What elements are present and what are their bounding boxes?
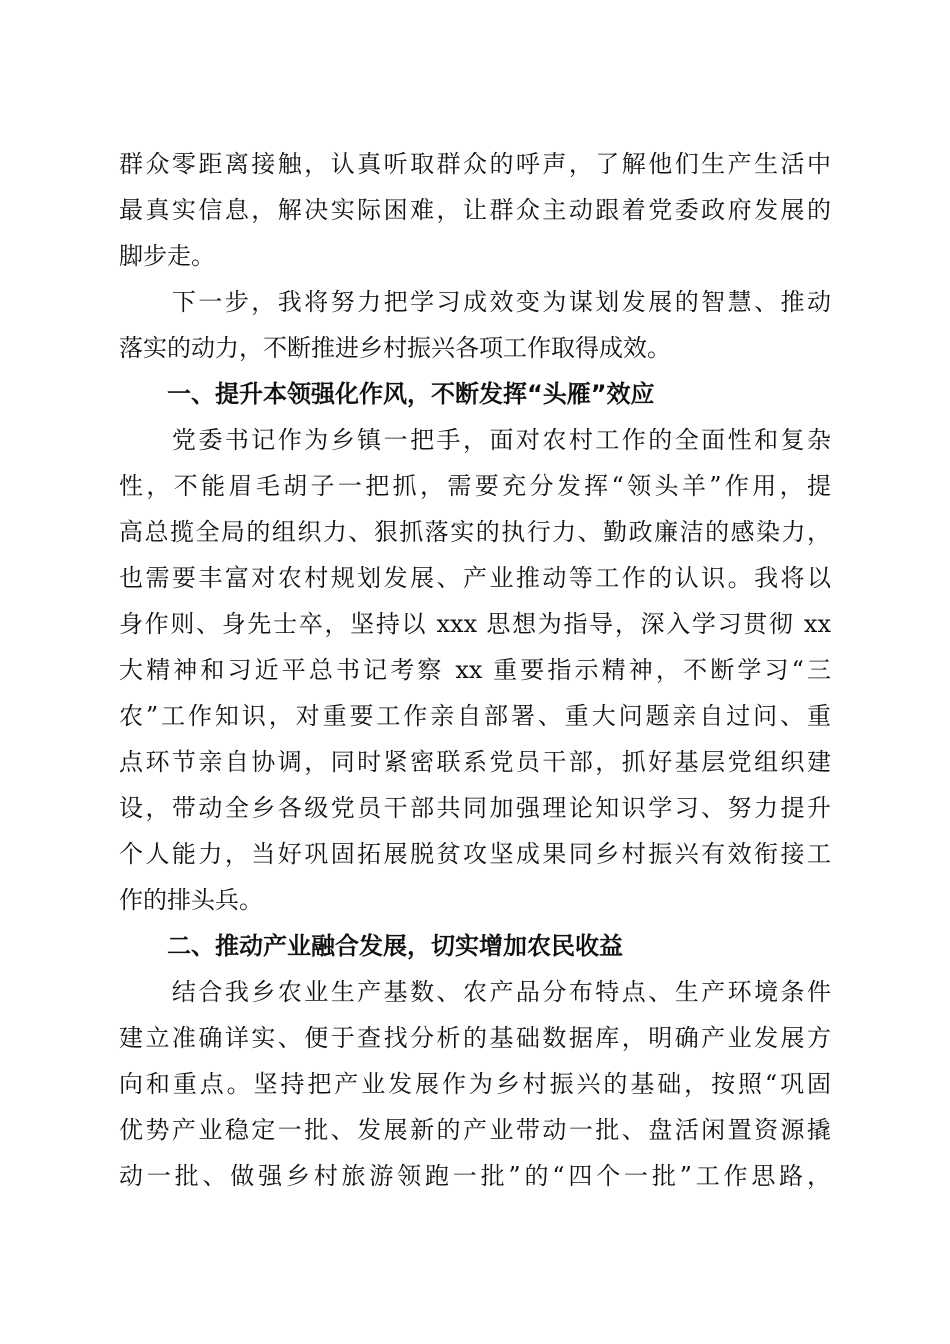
text-line: 个人能力，当好巩固拓展脱贫攻坚成果同乡村振兴有效衔接工 <box>119 840 831 868</box>
text-line: 党委书记作为乡镇一把手，面对农村工作的全面性和复杂 <box>119 426 831 454</box>
section-heading-1: 一、提升本领强化作风，不断发挥“头雁”效应 <box>119 380 655 408</box>
text-line: 落实的动力，不断推进乡村振兴各项工作取得成效。 <box>119 334 671 362</box>
text-line: 优势产业稳定一批、发展新的产业带动一批、盘活闲置资源撬 <box>119 1116 831 1144</box>
text-line: 最真实信息，解决实际困难，让群众主动跟着党委政府发展的 <box>119 196 831 224</box>
text-line: 作的排头兵。 <box>119 886 263 914</box>
document-body <box>119 141 831 1199</box>
section-heading-2: 二、推动产业融合发展，切实增加农民收益 <box>119 932 623 960</box>
text-line: 身作则、身先士卒，坚持以 xxx 思想为指导，深入学习贯彻 xx <box>119 610 831 638</box>
text-line: 群众零距离接触，认真听取群众的呼声，了解他们生产生活中 <box>119 150 831 178</box>
text-line: 建立准确详实、便于查找分析的基础数据库，明确产业发展方 <box>119 1024 831 1052</box>
text-line: 脚步走。 <box>119 242 215 270</box>
text-line: 点环节亲自协调，同时紧密联系党员干部，抓好基层党组织建 <box>119 748 831 776</box>
text-line: 结合我乡农业生产基数、农产品分布特点、生产环境条件 <box>119 978 831 1006</box>
text-line: 也需要丰富对农村规划发展、产业推动等工作的认识。我将以 <box>119 564 831 592</box>
text-line: 设，带动全乡各级党员干部共同加强理论知识学习、努力提升 <box>119 794 831 822</box>
text-line: 向和重点。坚持把产业发展作为乡村振兴的基础，按照“巩固 <box>119 1070 831 1098</box>
text-line: 高总揽全局的组织力、狠抓落实的执行力、勤政廉洁的感染力， <box>119 518 831 546</box>
text-line: 农”工作知识，对重要工作亲自部署、重大问题亲自过问、重 <box>119 702 831 730</box>
text-line: 性，不能眉毛胡子一把抓，需要充分发挥“领头羊”作用，提 <box>119 472 831 500</box>
text-line: 下一步，我将努力把学习成效变为谋划发展的智慧、推动 <box>119 288 831 316</box>
text-line: 动一批、做强乡村旅游领跑一批”的“四个一批”工作思路， <box>119 1162 831 1190</box>
text-line: 大精神和习近平总书记考察 xx 重要指示精神，不断学习“三 <box>119 656 831 684</box>
